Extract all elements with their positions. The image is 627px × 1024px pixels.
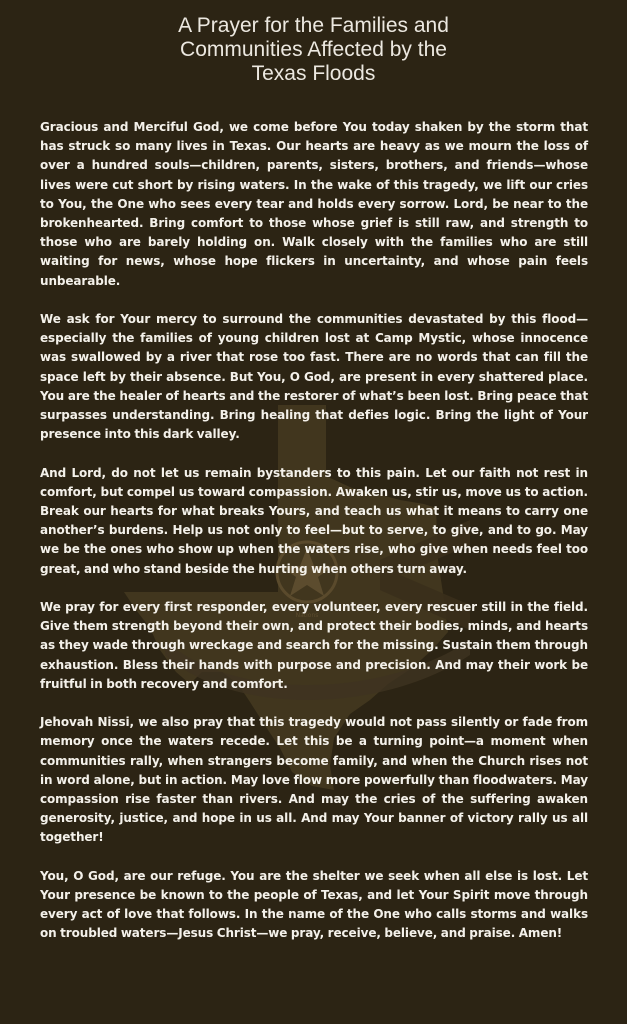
paragraph: We ask for Your mercy to surround the communities devastated by this flood—especially the families of young children lost at Camp Mystic, whose innocence was swallowed by a river that rose too fast. There are no words that can fill the space left by their absence. But You, O God, are present in every shattered place. You are the healer of hearts and the restorer of what’s been lost. Bring peace that surpasses understanding. Bring healing that defies logic. Bring the light of Your presence into this dark valley.	[40, 312, 588, 442]
paragraph: And Lord, do not let us remain bystanders to this pain. Let our faith not rest in comfort, but compel us toward compassion. Awaken us, stir us, move us to action. Break our hearts for what breaks Yours, and teach us what it means to carry one another’s burdens. Help us not only to feel—but to serve, to give, and to go. May we be the ones who show up when the waters rise, who give when needs feel too great, and who stand beside the hurting when others turn away.	[40, 465, 588, 576]
paragraph: Gracious and Merciful God, we come before You today shaken by the storm that has struck so many lives in Texas. Our hearts are heavy as we mourn the loss of over a hundred souls—children, parents, sisters, brothers, and friends—whose lives were cut short by rising waters. In the wake of this tragedy, we lift our cries to You, the One who sees every tear and holds every sorrow. Lord, be near to the brokenhearted. Bring comfort to those whose grief is still raw, and strength to those who are barely holding on. Walk closely with the families who are still waiting for news, whose hope flickers in uncertainty, and whose pain feels unbearable.	[40, 120, 588, 288]
paragraph: Jehovah Nissi, we also pray that this tragedy would not pass silently or fade from memory once the waters recede. Let this be a turning point—a moment when communities rally, when strangers become family, and when the Church rises not in word alone, but in action. May love flow more powerfully than floodwaters. May compassion rise faster than rivers. And may the cries of the suffering awaken generosity, justice, and hope in us all. And may Your banner of victory rally us all together!	[40, 715, 588, 845]
paragraph: You, O God, are our refuge. You are the shelter we seek when all else is lost. Let Your presence be known to the people of Texas, and let Your Spirit move through every act of love that follows. In the name of the One who calls storms and walks on troubled waters—Jesus Christ—we pray, receive, believe, and praise. Amen!	[40, 868, 588, 941]
prayer-body	[40, 118, 588, 963]
title-line: A Prayer for the Families and	[178, 14, 449, 37]
title-line: Texas Floods	[251, 62, 376, 85]
watermark-label: Nations	[295, 612, 319, 619]
title-line: Communities Affected by the	[180, 38, 447, 61]
paragraph: We pray for every first responder, every volunteer, every rescuer still in the field. Give them strength beyond their own, and protect their bodies, minds, and hearts as they wade through wreckage and search for the missing. Sustain them through exhaustion. Bless their hands with purpose and precision. And may their work be fruitful in both recovery and comfort.	[40, 600, 588, 691]
page-title	[100, 14, 527, 86]
